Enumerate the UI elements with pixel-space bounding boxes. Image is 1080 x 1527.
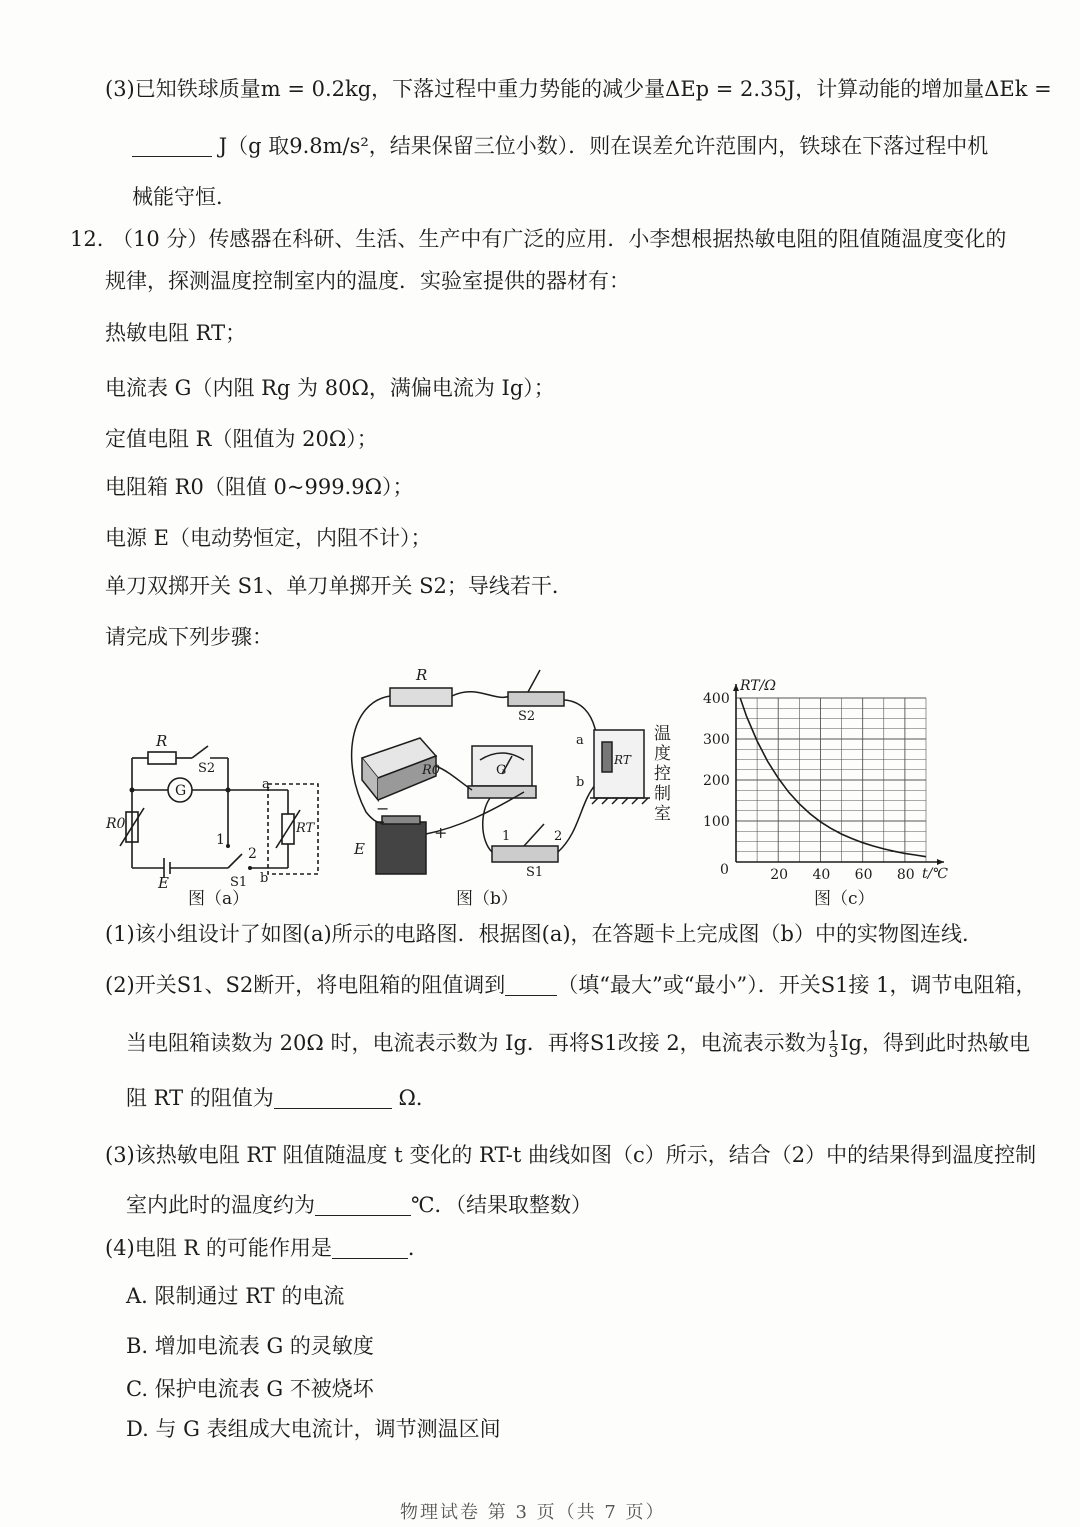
q12-intro-line1: （10 分）传感器在科研、生活、生产中有广泛的应用．小李想根据热敏电阻的阻值随温度变化的 xyxy=(112,227,1007,251)
temperature-chamber-label: 温度控制室 xyxy=(654,724,671,824)
x-tick-label: 60 xyxy=(854,867,873,882)
answer-blank-max-min[interactable] xyxy=(505,973,557,996)
b-label-S1: S1 xyxy=(526,865,544,880)
option-c[interactable]: C. 保护电流表 G 不被烧坏 xyxy=(126,1377,374,1401)
label-a: a xyxy=(262,777,270,792)
q12-part2-line2: 当电阻箱读数为 20Ω 时，电流表示数为 Ig．再将S1改接 2，电流表示数为 $\frac{1}{3}$ Ig，得到此时热敏电 xyxy=(126,1027,1030,1061)
b-label-plus: + xyxy=(434,823,448,842)
chart-xlabel: t/℃ xyxy=(922,866,949,882)
answer-blank-r-function[interactable] xyxy=(332,1236,408,1259)
b-label-R0: R0 xyxy=(422,763,441,778)
b-label-S2: S2 xyxy=(518,709,536,724)
answer-blank-rt[interactable] xyxy=(274,1086,392,1109)
figure-a-circuit-diagram xyxy=(100,728,330,908)
y-tick-label: 200 xyxy=(703,773,730,789)
equipment-item: 单刀双掷开关 S1、单刀单掷开关 S2；导线若干． xyxy=(105,574,573,598)
label-contact-1: 1 xyxy=(216,832,225,848)
steps-intro: 请完成下列步骤： xyxy=(105,625,273,649)
figure-c-caption: 图（c） xyxy=(814,889,875,909)
y-tick-label: 100 xyxy=(703,814,730,830)
figure-c-rt-t-chart xyxy=(700,670,960,882)
rt-t-curve xyxy=(740,698,926,857)
equipment-item: 电源 E（电动势恒定，内阻不计）； xyxy=(105,526,432,550)
answer-blank-ek[interactable] xyxy=(132,134,212,157)
q11-part3-line2: J（g 取9.8m/s²，结果保留三位小数）．则在误差允许范围内，铁球在下落过程中机 xyxy=(132,131,988,161)
label-E: E xyxy=(158,874,169,892)
fraction-one-third: $\frac{1}{3}$ xyxy=(828,1027,839,1061)
b-label-a: a xyxy=(576,733,584,748)
label-contact-2: 2 xyxy=(248,846,257,862)
b-label-2: 2 xyxy=(554,829,563,844)
b-label-b: b xyxy=(576,775,585,790)
b-label-RT: RT xyxy=(614,753,631,767)
y-tick-label: 400 xyxy=(703,691,730,707)
label-R0: R0 xyxy=(106,816,126,832)
q12-number: 12. xyxy=(70,227,104,251)
y-tick-label: 300 xyxy=(703,732,730,748)
label-b: b xyxy=(260,871,269,886)
equipment-item: 定值电阻 R（阻值为 20Ω）； xyxy=(105,427,378,451)
label-S1: S1 xyxy=(230,875,248,890)
label-S2: S2 xyxy=(198,761,216,776)
chart-ylabel: RT/Ω xyxy=(740,678,776,694)
b-label-R: R xyxy=(416,666,428,684)
b-label-minus: − xyxy=(376,799,390,818)
q12-part2-line3: 阻 RT 的阻值为 Ω． xyxy=(126,1086,437,1110)
q12-part2-line1: (2)开关S1、S2断开，将电阻箱的阻值调到 （填“最大”或“最小”）．开关S1接 1，调节电阻箱， xyxy=(105,973,1037,997)
q12-intro-line2: 规律，探测温度控制室内的温度．实验室提供的器材有： xyxy=(105,269,630,293)
q12-part3-line1: (3)该热敏电阻 RT 阻值随温度 t 变化的 RT-t 曲线如图（c）所示，结合（2）中的结果得到温度控制 xyxy=(105,1143,1037,1167)
figure-b-caption: 图（b） xyxy=(456,889,518,909)
label-R: R xyxy=(156,732,168,750)
equipment-item: 电流表 G（内阻 Rg 为 80Ω，满偏电流为 Ig）； xyxy=(105,376,555,400)
x-tick-label: 40 xyxy=(812,867,831,882)
equipment-item: 热敏电阻 RT； xyxy=(105,321,247,345)
x-tick-label: 80 xyxy=(896,867,915,882)
b-label-1: 1 xyxy=(502,829,511,844)
option-d[interactable]: D. 与 G 表组成大电流计，调节测温区间 xyxy=(126,1417,501,1441)
q11-part3-line1: (3)已知铁球质量m = 0.2kg，下落过程中重力势能的减少量ΔEp = 2.35J，计算动能的增加量ΔEk = xyxy=(105,77,1052,101)
option-a[interactable]: A. 限制通过 RT 的电流 xyxy=(126,1284,345,1308)
q11-part3-line3: 械能守恒． xyxy=(132,185,237,209)
figure-a-caption: 图（a） xyxy=(188,889,250,909)
x-tick-label: 20 xyxy=(770,867,789,882)
option-b[interactable]: B. 增加电流表 G 的灵敏度 xyxy=(126,1334,374,1358)
q12-part1: (1)该小组设计了如图(a)所示的电路图．根据图(a)，在答题卡上完成图（b）中的实物图连线． xyxy=(105,922,983,946)
figure-b-wiring-diagram xyxy=(340,662,690,884)
chart-origin: 0 xyxy=(720,862,729,878)
x-axis-arrow xyxy=(937,859,944,865)
b-label-G: G xyxy=(496,763,507,778)
label-RT: RT xyxy=(296,821,315,836)
q12-part3-line2: 室内此时的温度约为 ℃．（结果取整数） xyxy=(126,1193,592,1217)
y-axis-arrow xyxy=(733,684,739,691)
answer-blank-temperature[interactable] xyxy=(315,1193,411,1216)
q12-part4: (4)电阻 R 的可能作用是 ． xyxy=(105,1236,429,1260)
page-footer: 物理试卷 第 3 页（共 7 页） xyxy=(400,1502,666,1523)
equipment-item: 电阻箱 R0（阻值 0~999.9Ω）； xyxy=(105,475,414,499)
label-G: G xyxy=(175,783,187,799)
b-label-E: E xyxy=(354,840,365,858)
